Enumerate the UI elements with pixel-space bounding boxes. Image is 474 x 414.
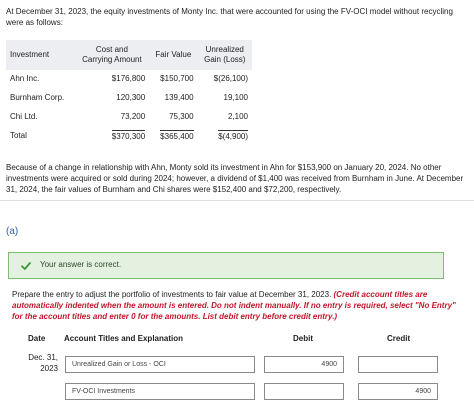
credit-input-1[interactable]	[358, 356, 438, 373]
table-row	[6, 108, 252, 127]
investment-name: Burnham Corp.	[10, 93, 65, 103]
fair-value: 75,300	[169, 112, 194, 122]
credit-input-2[interactable]	[358, 383, 438, 400]
header-cost-line2: Carrying Amount	[82, 55, 142, 64]
header-unrealized-line1: Unrealized	[205, 44, 244, 54]
account-title-value: FV-OCI Investments	[72, 387, 136, 395]
credit-value: 4900	[415, 387, 431, 395]
feedback-correct-box	[8, 252, 444, 279]
cost-total-value: $370,300	[111, 132, 146, 142]
header-account: Account Titles and Explanation	[64, 334, 183, 343]
investment-table	[6, 40, 252, 146]
table-row	[6, 89, 252, 108]
section-divider	[0, 200, 474, 201]
header-date: Date	[28, 334, 46, 343]
check-icon	[21, 261, 31, 271]
table-row-total	[6, 127, 252, 146]
investment-name: Total	[10, 131, 27, 141]
instructions-main: Prepare the entry to adjust the portfolio of investments to fair value at December 31, 2023.	[12, 290, 334, 299]
gain-total-value: $(4,900)	[218, 132, 248, 142]
header-debit: Debit	[293, 334, 313, 343]
header-credit: Credit	[387, 334, 411, 343]
debit-value: 4900	[321, 360, 337, 368]
instructions-note: (Credit account titles are automatically indented when the amount is entered. Do not indent manually. If no entry is required, select "No Entry" for the account titles and enter 0 for the amounts. List debit entry before credit entry.)	[12, 290, 456, 321]
fair-value: $150,700	[160, 74, 194, 84]
part-label: (a)	[6, 226, 19, 237]
debit-input-1[interactable]	[264, 356, 344, 373]
problem-intro: At December 31, 2023, the equity investments of Monty Inc. that were accounted for using the FV-OCI model without recycling were as follows:	[6, 7, 453, 27]
cost-value: $176,800	[111, 74, 146, 84]
gain-value: $(26,100)	[213, 74, 248, 84]
cost-total	[75, 127, 150, 146]
debit-input-2[interactable]	[264, 383, 344, 400]
investment-name: Ahn Inc.	[10, 74, 40, 84]
header-cost	[75, 40, 150, 70]
header-investment: Investment	[10, 49, 50, 59]
gain-total	[198, 127, 252, 146]
cost-value: 120,300	[116, 93, 146, 103]
table-header-row	[6, 40, 252, 70]
feedback-text: Your answer is correct.	[40, 260, 122, 270]
header-unrealized-line2: Gain (Loss)	[204, 55, 246, 64]
account-title-input-1[interactable]	[65, 356, 255, 373]
gain-value: 2,100	[227, 112, 248, 122]
header-cost-line1: Cost and	[95, 44, 128, 54]
fair-total	[149, 127, 197, 146]
problem-paragraph: Because of a change in relationship with Ahn, Monty sold its investment in Ahn for $153,900 on January 20, 2024. No other investments were acquired or sold during 2024; however, a dividend of $1,400 was received from Burnham in June. At December 31, 2024, the fair values of Burnham and Chi shares were $152,400 and $72,200, respectively.	[6, 163, 464, 194]
account-title-input-2[interactable]	[65, 383, 255, 400]
investment-name: Chi Ltd.	[10, 112, 38, 122]
table-row	[6, 70, 252, 89]
account-title-value: Unrealized Gain or Loss - OCI	[72, 360, 166, 368]
instructions	[12, 289, 468, 322]
cost-value: 73,200	[120, 112, 146, 122]
entry-date	[24, 352, 58, 374]
header-fair-value: Fair Value	[155, 49, 192, 59]
entry-date-line1: Dec. 31,	[28, 353, 58, 362]
fair-total-value: $365,400	[160, 132, 194, 142]
fair-value: 139,400	[164, 93, 194, 103]
header-unrealized	[198, 40, 252, 70]
entry-date-line2: 2023	[40, 364, 58, 373]
gain-value: 19,100	[223, 93, 248, 103]
